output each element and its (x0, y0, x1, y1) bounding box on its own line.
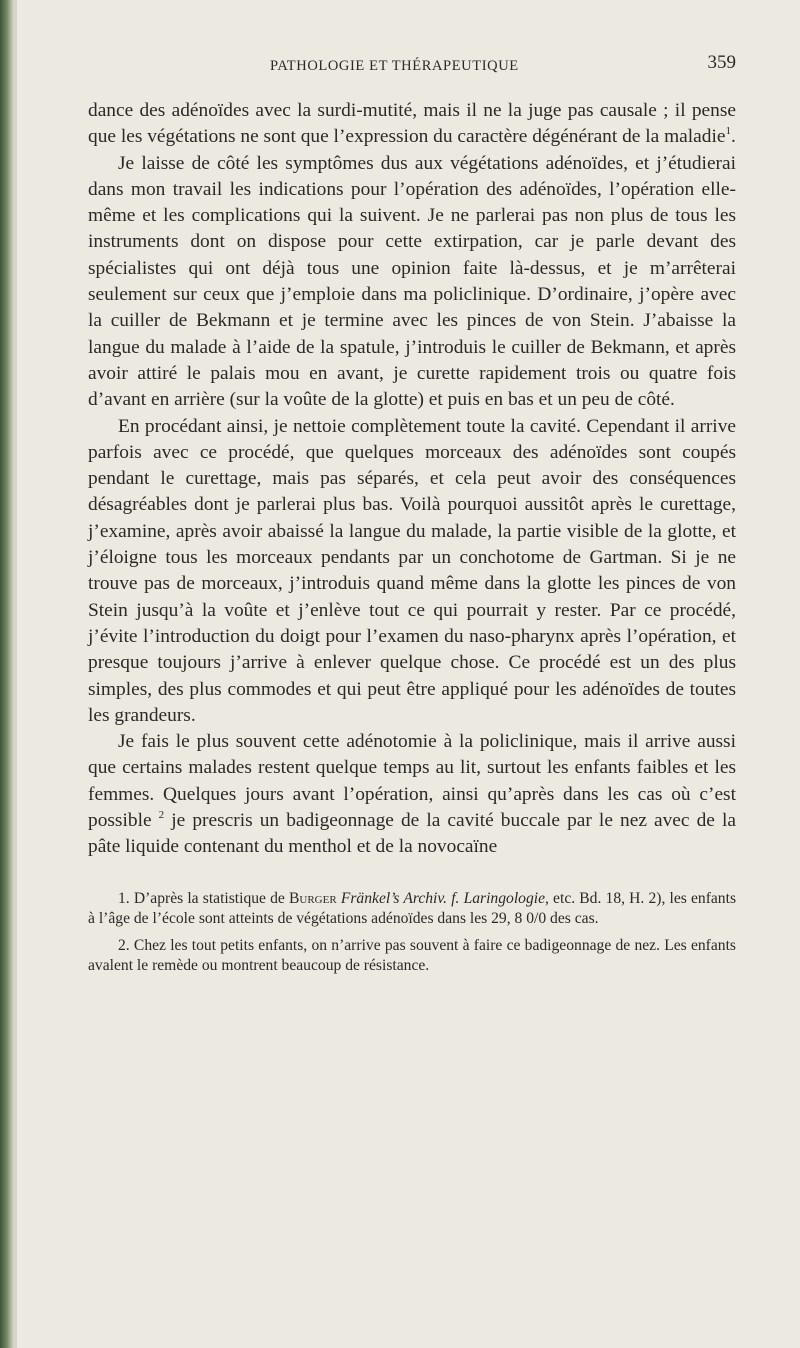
paragraph-2: Je laisse de côté les symptômes dus aux végétations adénoïdes, et j’étudierai dans mon travail les indications pour l’opération des adénoïdes, l’opération elle-même et les complications qui la suivent. Je ne parlerai pas non plus de tous les instruments dont on dispose pour cette extirpation, car je parle devant des spécialistes qui ont déjà tous une opinion faite là-dessus, et je m’arrêterai seulement sur ceux que j’emploie dans ma policlinique. D’ordinaire, j’opère avec la cuiller de Bekmann et je termine avec les pinces de von Stein. J’abaisse la langue du malade à l’aide de la spatule, j’introduis le cuiller de Bekmann, et après avoir attiré le palais mou en avant, je curette rapidement trois ou quatre fois d’avant en arrière (sur la voûte de la glotte) et puis en bas et un peu de côté. (88, 152, 736, 411)
footnotes (88, 889, 736, 976)
paragraph-4 (88, 729, 736, 860)
running-title: PATHOLOGIE ET THÉRAPEUTIQUE (270, 58, 519, 74)
page-header (88, 50, 736, 80)
paragraph-1 (88, 98, 736, 151)
paragraph-4-text: Je fais le plus souvent cette adénotomie à la policlinique, mais il arrive aussi que certains malades restent quelque temps au lit, surtout les enfants faibles et les femmes. Quelques jours avant l’opération, ainsi qu’après dans les cas où c’est possible (88, 731, 736, 832)
footnote-1-rest: , etc. Bd. 18, H. 2), les enfants à l’âge de l’école sont atteints de végétations adénoïdes dans les 29, 8 0/0 des cas. (88, 889, 737, 927)
paragraph-3: En procédant ainsi, je nettoie complètement toute la cavité. Cependant il arrive parfois avec ce procédé, que quelques morceaux des adénoïdes sont coupés pendant le curettage, mais pas séparés, et cela peut avoir des conséquences désagréables dont je parlerai plus bas. Voilà pourquoi aussitôt après le curettage, j’examine, après avoir abaissé la langue du malade, la partie visible de la glotte, et j’éloigne tous les morceaux pendants par un conchotome de Gartman. Si je ne trouve pas de morceaux, j’introduis quand même dans la glotte les pinces de von Stein jusqu’à la voûte et j’enlève tout ce qui pourrait y rester. Par ce procédé, j’évite l’introduction du doigt pour l’examen du naso-pharynx après l’opération, et presque toujours j’arrive à enlever quelque chose. Ce procédé est un des plus simples, des plus commodes et qui peut être appliqué pour les adénoïdes de toutes les grandeurs. (88, 415, 736, 726)
footnote-1-author: Burger (289, 889, 337, 907)
footnote-2: 2. Chez les tout petits enfants, on n’arrive pas souvent à faire ce badigeonnage de nez. Les enfants avalent le remède ou montrent beaucoup de résistance. (88, 936, 736, 974)
paragraph-4-end: je prescris un badigeonnage de la cavité buccale par le nez avec de la pâte liquide contenant du menthol et de la novocaïne (88, 810, 736, 858)
body-text (88, 98, 736, 861)
footnote-ref-1: 1 (725, 125, 731, 138)
book-page (88, 50, 736, 983)
footnote-1-journal: Fränkel’s Archiv. f. Laringologie (336, 889, 546, 907)
footnote-1 (88, 889, 736, 929)
footnote-1-text: 1. D’après la statistique de (118, 889, 289, 907)
paragraph-1-end: . (730, 126, 736, 148)
page-number: 359 (707, 52, 736, 73)
paragraph-1-text: dance des adénoïdes avec la surdi-mutité, mais il ne la juge pas causale ; il pense que les végétations ne sont que l’expression du caractère dégénérant de la maladie (88, 100, 736, 148)
page-gutter (14, 0, 17, 1348)
footnote-ref-2: 2 (158, 809, 165, 822)
